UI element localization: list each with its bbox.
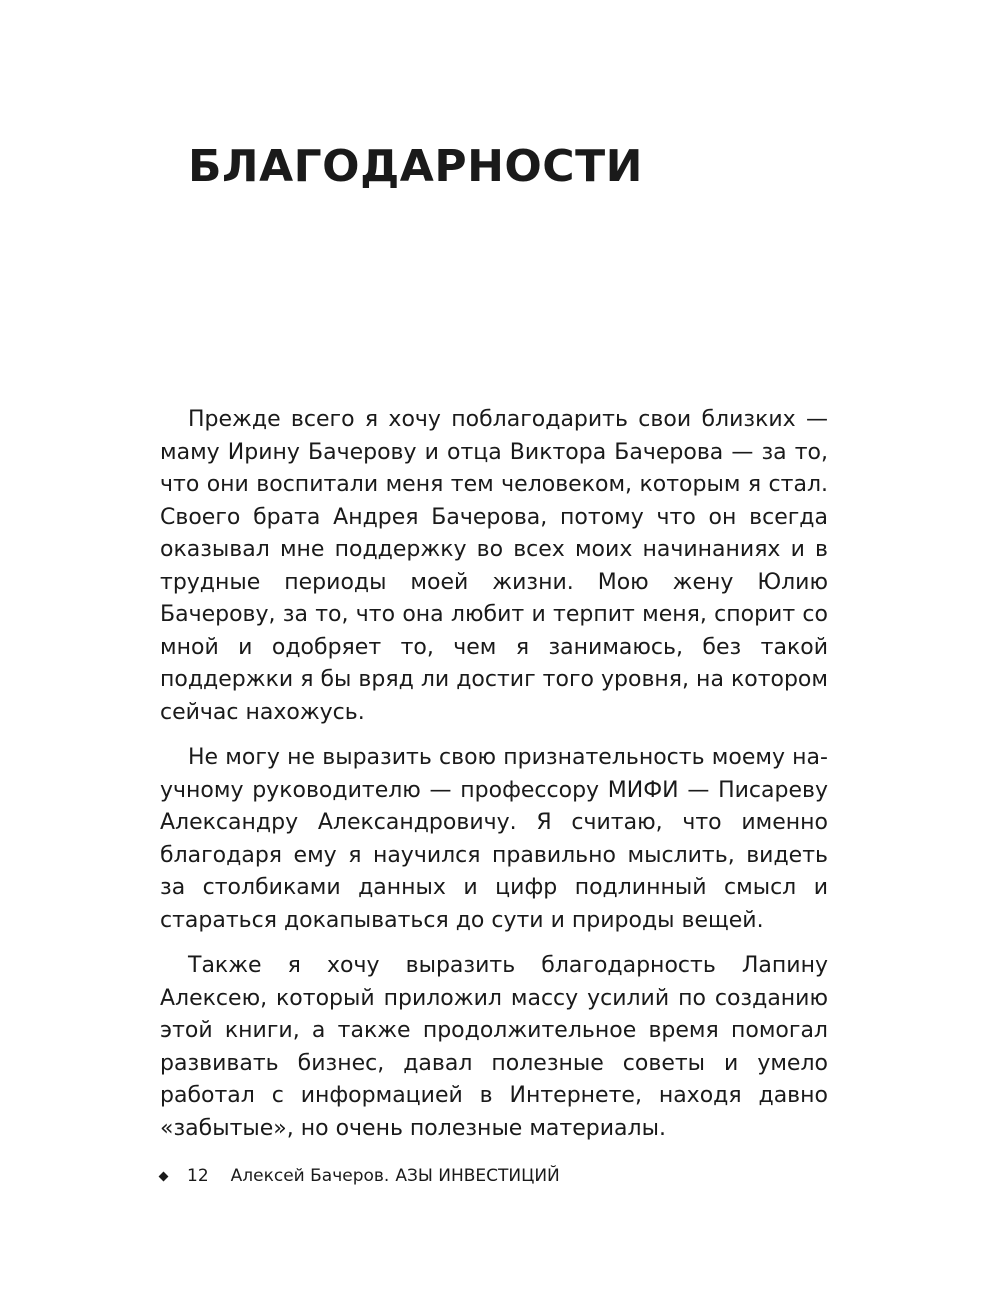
page-footer: [160, 1164, 560, 1188]
page-number: 12: [187, 1166, 209, 1186]
book-author: Алексей Бачеров.: [230, 1166, 390, 1186]
book-title: АЗЫ ИНВЕСТИЦИЙ: [395, 1166, 560, 1186]
paragraph-2: Не могу не выразить свою признательность моему научному руководителю — профессору МИФИ — Писареву Александру Александровичу. Я считаю, что именно благодаря ему я научился правильно мыслить, видеть за столбиками данных и цифр подлинный смысл и стараться докапываться до сути и природы вещей.: [160, 745, 828, 933]
page-title: БЛАГОДАРНОСТИ: [188, 141, 643, 192]
diamond-icon: [159, 1171, 169, 1181]
paragraph-1: Прежде всего я хочу поблагодарить свои близких — маму Ирину Бачерову и отца Виктора Бачерова — за то, что они воспитали меня тем человеком, которым я стал. Своего брата Андрея Бачерова, потому что он всегда оказывал мне поддержку во всех моих начинаниях и в трудные периоды моей жизни. Мою жену Юлию Бачерову, за то, что она любит и терпит меня, спорит со мной и одобряет то, чем я занимаюсь, без такой поддержки я бы вряд ли достиг того уровня, на котором сейчас нахожусь.: [160, 407, 828, 725]
body-text: [160, 404, 828, 1158]
paragraph-3: Также я хочу выразить благодарность Лапину Алексею, который приложил массу усилий по созданию этой книги, а также продолжительное время помогал развивать бизнес, давал полезные советы и умело работал с информацией в Интернете, находя давно «забытые», но очень полезные материалы.: [160, 953, 828, 1141]
